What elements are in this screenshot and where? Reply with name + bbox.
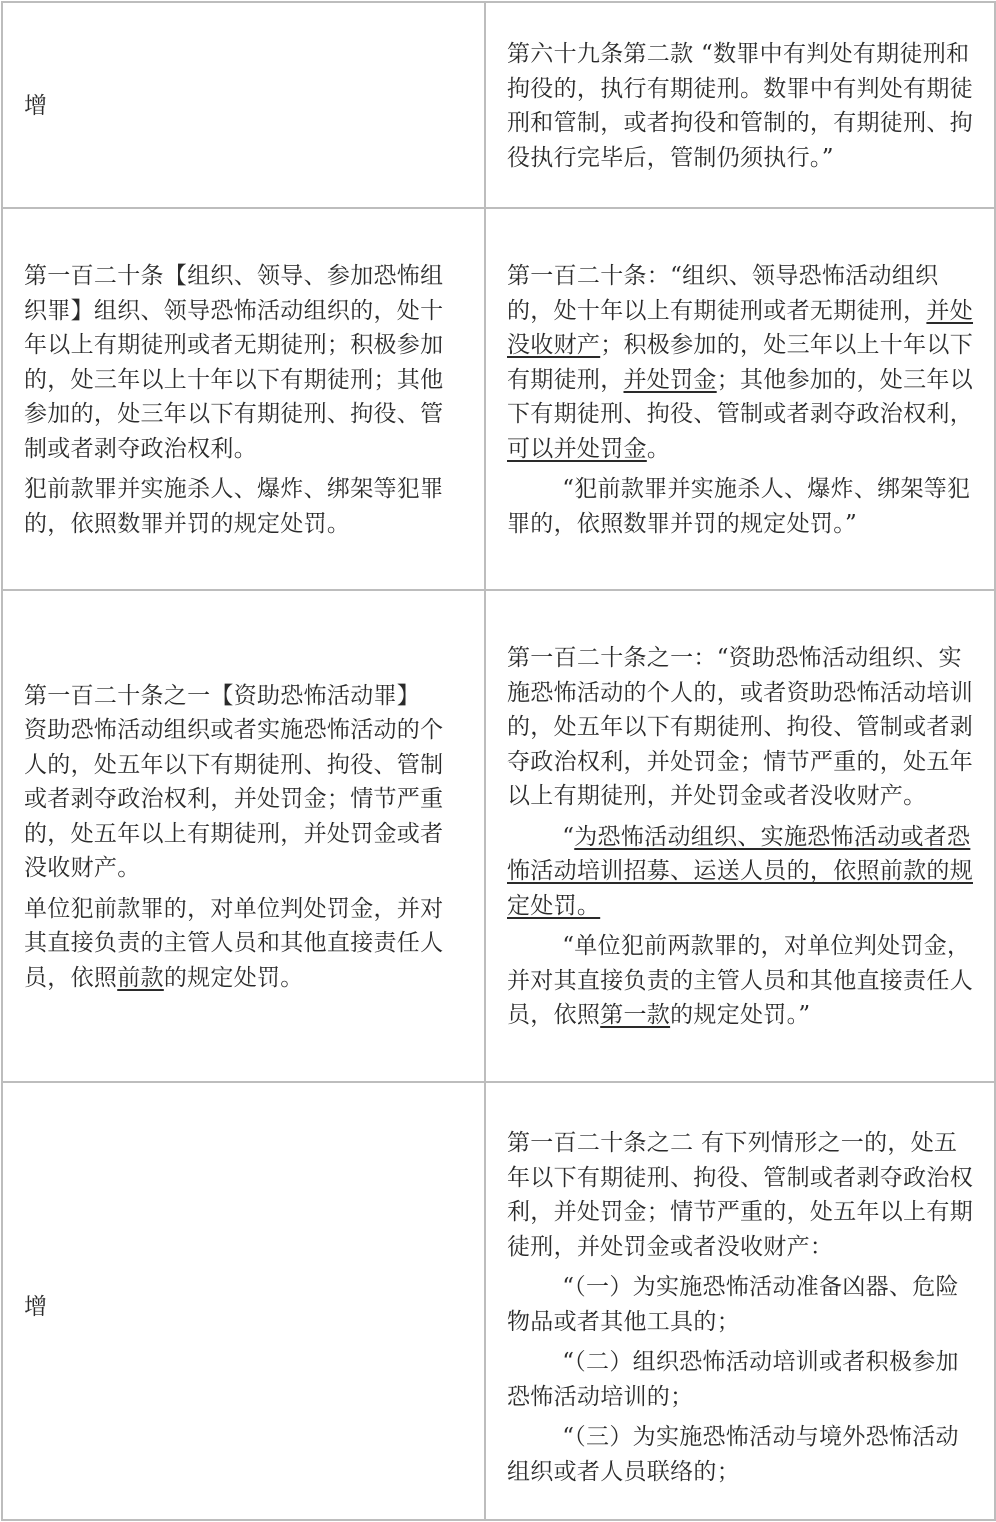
underlined-amendment: 第一款 xyxy=(600,1002,671,1029)
original-text-cell xyxy=(2,1082,485,1520)
clause-text: “（二）组织恐怖活动培训或者积极参加恐怖活动培训的； xyxy=(507,1349,959,1410)
clause-text: 增 xyxy=(24,92,48,119)
table-row xyxy=(2,1082,995,1520)
amended-text-cell xyxy=(485,590,995,1082)
clause-paragraph xyxy=(507,1270,974,1339)
clause-text: 第六十九条第二款 “数罪中有判处有期徒刑和拘役的，执行有期徒刑。数罪中有判处有期徒刑和管制，或者拘役和管制的，有期徒刑、拘役执行完毕后，管制仍须执行。” xyxy=(507,41,973,171)
clause-paragraph xyxy=(507,259,974,466)
table-row xyxy=(2,590,995,1082)
clause-paragraph xyxy=(507,929,974,1033)
clause-text: 第一百二十条之二 有下列情形之一的，处五年以下有期徒刑、拘役、管制或者剥夺政治权利，并处罚金；情节严重的，处五年以上有期徒刑，并处罚金或者没收财产： xyxy=(507,1130,973,1260)
clause-text: ；其他参加的，处三年以下有期徒刑、拘役、管制或者剥夺政治权利， xyxy=(507,366,974,427)
original-text-cell xyxy=(2,590,485,1082)
table-row xyxy=(2,2,995,208)
clause-paragraph xyxy=(24,1290,464,1325)
underlined-amendment: 并处罚金 xyxy=(623,366,717,393)
clause-text: “犯前款罪并实施杀人、爆炸、绑架等犯罪的，依照数罪并罚的规定处罚。” xyxy=(507,476,971,537)
clause-text: 犯前款罪并实施杀人、爆炸、绑架等犯罪的，依照数罪并罚的规定处罚。 xyxy=(24,476,444,537)
table-row xyxy=(2,208,995,590)
amended-text-cell xyxy=(485,208,995,590)
clause-paragraph xyxy=(24,472,464,541)
clause-paragraph xyxy=(507,472,974,541)
clause-text: “（三）为实施恐怖活动与境外恐怖活动组织或者人员联络的； xyxy=(507,1424,959,1485)
underlined-amendment: 可以并处罚金 xyxy=(507,435,647,462)
clause-paragraph xyxy=(507,37,974,175)
clause-text: ；积极参加的，处三年以上十年以下有期徒刑， xyxy=(507,332,974,393)
table-body xyxy=(2,2,995,1520)
clause-text: “（一）为实施恐怖活动准备凶器、危险物品或者其他工具的； xyxy=(507,1274,959,1335)
clause-text: 第一百二十条：“组织、领导恐怖活动组织的，处十年以上有期徒刑或者无期徒刑， xyxy=(507,263,939,324)
original-text-cell xyxy=(2,208,485,590)
underlined-amendment: 并处没收财产 xyxy=(507,297,974,358)
clause-text: 的规定处罚。” xyxy=(670,1002,811,1029)
clause-text: “ xyxy=(562,823,575,850)
clause-text: “单位犯前两款罪的，对单位判处罚金，并对其直接负责的主管人员和其他直接责任人员，依照 xyxy=(507,933,973,1029)
clause-paragraph xyxy=(507,820,974,924)
clause-paragraph xyxy=(24,89,464,124)
clause-text: 第一百二十条【组织、领导、参加恐怖组织罪】组织、领导恐怖活动组织的，处十年以上有期徒刑或者无期徒刑；积极参加的，处三年以上十年以下有期徒刑；其他参加的，处三年以下有期徒刑、拘役、管制或者剥夺政治权利。 xyxy=(24,263,444,462)
clause-paragraph xyxy=(507,641,974,814)
underlined-amendment: 为恐怖活动组织、实施恐怖活动或者恐怖活动培训招募、运送人员的，依照前款的规定处罚。 xyxy=(507,823,973,919)
clause-paragraph xyxy=(24,892,464,996)
amended-text-cell xyxy=(485,2,995,208)
clause-paragraph xyxy=(507,1420,974,1489)
clause-text: 第一百二十条之一：“资助恐怖活动组织、实施恐怖活动的个人的，或者资助恐怖活动培训的，处五年以下有期徒刑、拘役、管制或者剥夺政治权利，并处罚金；情节严重的，处五年以上有期徒刑，并处罚金或者没收财产。 xyxy=(507,645,973,810)
original-text-cell xyxy=(2,2,485,208)
clause-text: 第一百二十条之一【资助恐怖活动罪】 资助恐怖活动组织或者实施恐怖活动的个人的，处五年以下有期徒刑、拘役、管制或者剥夺政治权利，并处罚金；情节严重的，处五年以上有期徒刑，并处罚金或者没收财产。 xyxy=(24,682,456,882)
clause-paragraph xyxy=(24,259,464,466)
clause-text: 。 xyxy=(646,435,671,462)
clause-text: 单位犯前款罪的，对单位判处罚金，并对其直接负责的主管人员和其他直接责任人员，依照 xyxy=(24,895,444,991)
clause-paragraph xyxy=(507,1345,974,1414)
clause-paragraph xyxy=(507,1126,974,1264)
clause-paragraph xyxy=(24,679,464,886)
underlined-amendment: 前款 xyxy=(117,964,164,991)
clause-text: 的规定处罚。 xyxy=(163,964,304,991)
amended-text-cell xyxy=(485,1082,995,1520)
clause-text: 增 xyxy=(24,1294,48,1321)
law-comparison-table xyxy=(1,1,996,1521)
